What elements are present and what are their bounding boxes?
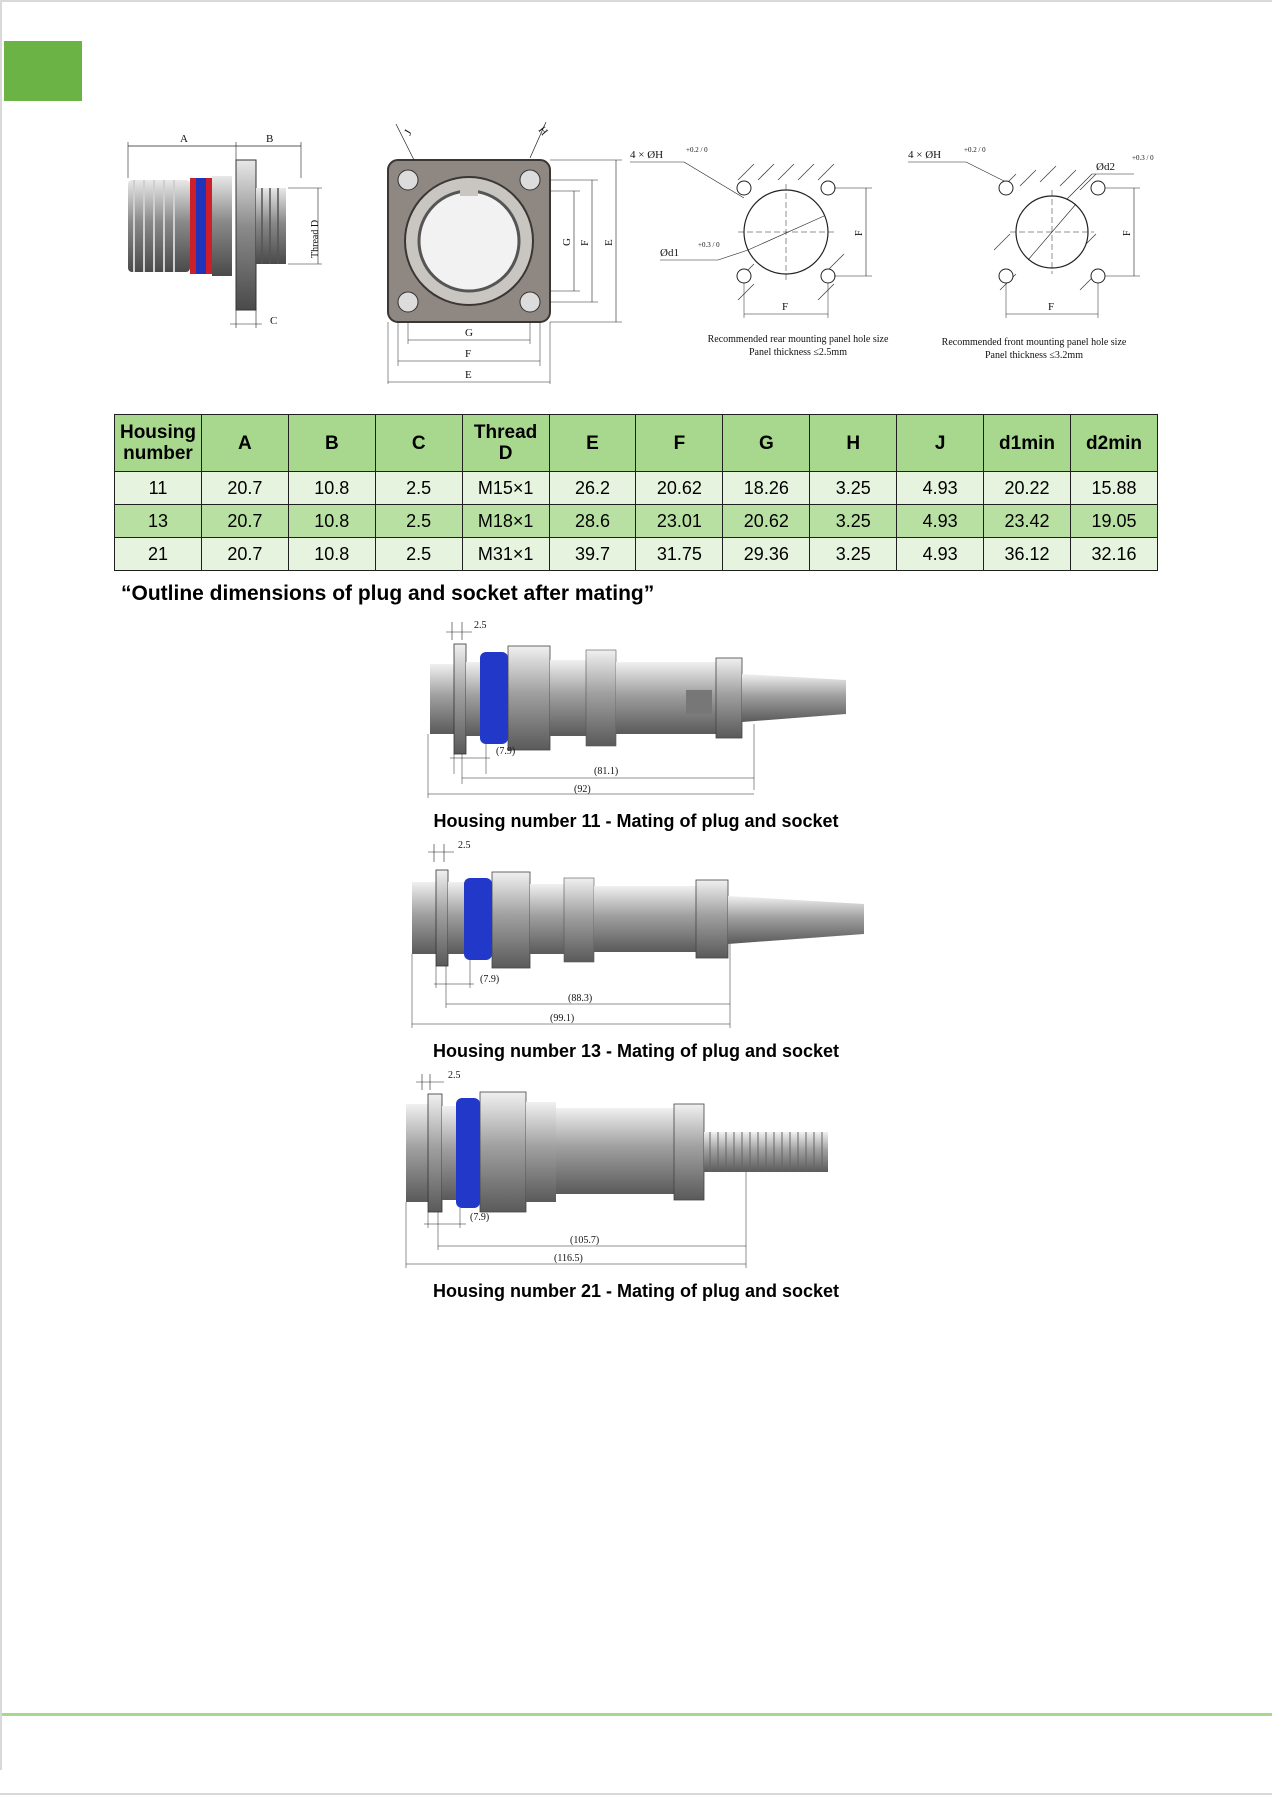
table-row [115, 538, 1158, 571]
table-cell: 21 [115, 538, 202, 571]
col-header-f: F [636, 415, 723, 472]
table-cell: 20.62 [636, 472, 723, 505]
table-cell: 3.25 [810, 472, 897, 505]
table-cell: 2.5 [375, 505, 462, 538]
mating-caption-11: Housing number 11 - Mating of plug and socket [433, 811, 839, 831]
mating-caption-21: Housing number 21 - Mating of plug and socket [432, 1281, 840, 1301]
dim-g-vertical: G [561, 238, 573, 246]
dim-label: 2.5 [458, 840, 471, 851]
thread-d-label: Thread D [310, 219, 321, 258]
rear-dim-f-vertical: F [854, 230, 865, 236]
dim-label: (7.9) [480, 974, 500, 985]
table-cell: 29.36 [723, 538, 810, 571]
dim-label: (88.3) [568, 993, 593, 1004]
table-cell: 20.22 [984, 472, 1071, 505]
dimension-table [114, 414, 1158, 571]
table-cell: 2.5 [375, 538, 462, 571]
footer-divider [2, 1713, 1272, 1716]
mating-drawing-13 [400, 838, 880, 1034]
table-cell: 28.6 [549, 505, 636, 538]
table-cell: 13 [115, 505, 202, 538]
rear-dim-f-horizontal: F [782, 301, 789, 313]
front-dim-f-horizontal: F [1048, 301, 1055, 313]
rear-bore-tolerance: +0.3 / 0 [698, 241, 720, 249]
flange-front-view [378, 118, 628, 388]
dim-label: (116.5) [554, 1253, 583, 1264]
dim-label: (81.1) [594, 766, 619, 777]
col-header-g: G [723, 415, 810, 472]
connector-side-view [118, 128, 348, 338]
mating-caption-13: Housing number 13 - Mating of plug and socket [432, 1041, 840, 1061]
mating-drawing-11 [410, 614, 860, 804]
rear-panel-cutout-drawing [628, 140, 908, 365]
table-cell: 36.12 [984, 538, 1071, 571]
section-title: “Outline dimensions of plug and socket after mating” [121, 582, 655, 605]
table-cell: 18.26 [723, 472, 810, 505]
dim-label: (7.9) [470, 1212, 490, 1223]
dim-h-label: H [535, 124, 551, 139]
dim-c-label: C [270, 315, 278, 327]
table-cell: 26.2 [549, 472, 636, 505]
table-cell: 19.05 [1071, 505, 1158, 538]
col-header-a: A [201, 415, 288, 472]
rear-panel-caption-line1: Recommended rear mounting panel hole size [707, 334, 889, 345]
dim-label: 2.5 [474, 620, 487, 631]
table-cell: 4.93 [897, 538, 984, 571]
col-header-thread: Thread D [462, 415, 549, 472]
col-header-e: E [549, 415, 636, 472]
table-cell: 2.5 [375, 472, 462, 505]
table-cell: 23.01 [636, 505, 723, 538]
page-border-bottom [0, 1793, 1272, 1795]
table-cell: 10.8 [288, 538, 375, 571]
table-cell: 20.62 [723, 505, 810, 538]
dim-label: 2.5 [448, 1070, 461, 1081]
col-header-b: B [288, 415, 375, 472]
dim-label: (105.7) [570, 1235, 600, 1246]
front-bore-tolerance: +0.3 / 0 [1132, 154, 1154, 162]
dim-b-label: B [266, 133, 274, 145]
col-header-h: H [810, 415, 897, 472]
front-panel-caption-line1: Recommended front mounting panel hole size [941, 337, 1127, 348]
dim-f-horizontal: F [465, 348, 472, 360]
col-header-c: C [375, 415, 462, 472]
dim-e-horizontal: E [465, 369, 472, 381]
rear-panel-caption-line2: Panel thickness ≤2.5mm [749, 347, 847, 358]
table-cell: 23.42 [984, 505, 1071, 538]
table-header-row [115, 415, 1158, 472]
col-header-d2min: d2min [1071, 415, 1158, 472]
dim-g-horizontal: G [465, 327, 473, 339]
table-cell: 3.25 [810, 538, 897, 571]
table-cell: 4.93 [897, 505, 984, 538]
table-cell: M18×1 [462, 505, 549, 538]
page-border-left [0, 0, 2, 1770]
table-cell: 11 [115, 472, 202, 505]
dim-f-vertical: F [579, 239, 591, 246]
rear-hole-label: 4 × ØH [630, 149, 664, 161]
dim-a-label: A [180, 133, 188, 145]
table-cell: 3.25 [810, 505, 897, 538]
table-cell: 4.93 [897, 472, 984, 505]
table-row [115, 472, 1158, 505]
rear-bore-label: Ød1 [660, 247, 679, 259]
dim-label: (92) [574, 784, 591, 795]
dim-label: (99.1) [550, 1013, 575, 1024]
table-cell: 15.88 [1071, 472, 1158, 505]
front-hole-tolerance: +0.2 / 0 [964, 146, 986, 154]
table-cell: 20.7 [201, 505, 288, 538]
col-header-d1min: d1min [984, 415, 1071, 472]
table-cell: 10.8 [288, 505, 375, 538]
table-cell: 20.7 [201, 538, 288, 571]
table-cell: M15×1 [462, 472, 549, 505]
front-panel-caption-line2: Panel thickness ≤3.2mm [985, 350, 1083, 361]
front-hole-label: 4 × ØH [908, 149, 942, 161]
table-cell: 39.7 [549, 538, 636, 571]
front-bore-label: Ød2 [1096, 161, 1115, 173]
dim-e-vertical: E [603, 239, 615, 246]
front-dim-f-vertical: F [1122, 230, 1133, 236]
dim-label: (7.9) [496, 746, 516, 757]
table-cell: 10.8 [288, 472, 375, 505]
table-cell: 32.16 [1071, 538, 1158, 571]
col-header-j: J [897, 415, 984, 472]
rear-hole-tolerance: +0.2 / 0 [686, 146, 708, 154]
table-cell: M31×1 [462, 538, 549, 571]
page-border-top [0, 0, 1272, 2]
mating-drawing-21 [400, 1068, 880, 1273]
dim-j-label: J [402, 127, 415, 138]
front-panel-cutout-drawing [904, 140, 1160, 365]
green-corner-tab [4, 41, 82, 101]
table-cell: 31.75 [636, 538, 723, 571]
table-cell: 20.7 [201, 472, 288, 505]
table-row [115, 505, 1158, 538]
col-header-housing: Housing number [115, 415, 202, 472]
